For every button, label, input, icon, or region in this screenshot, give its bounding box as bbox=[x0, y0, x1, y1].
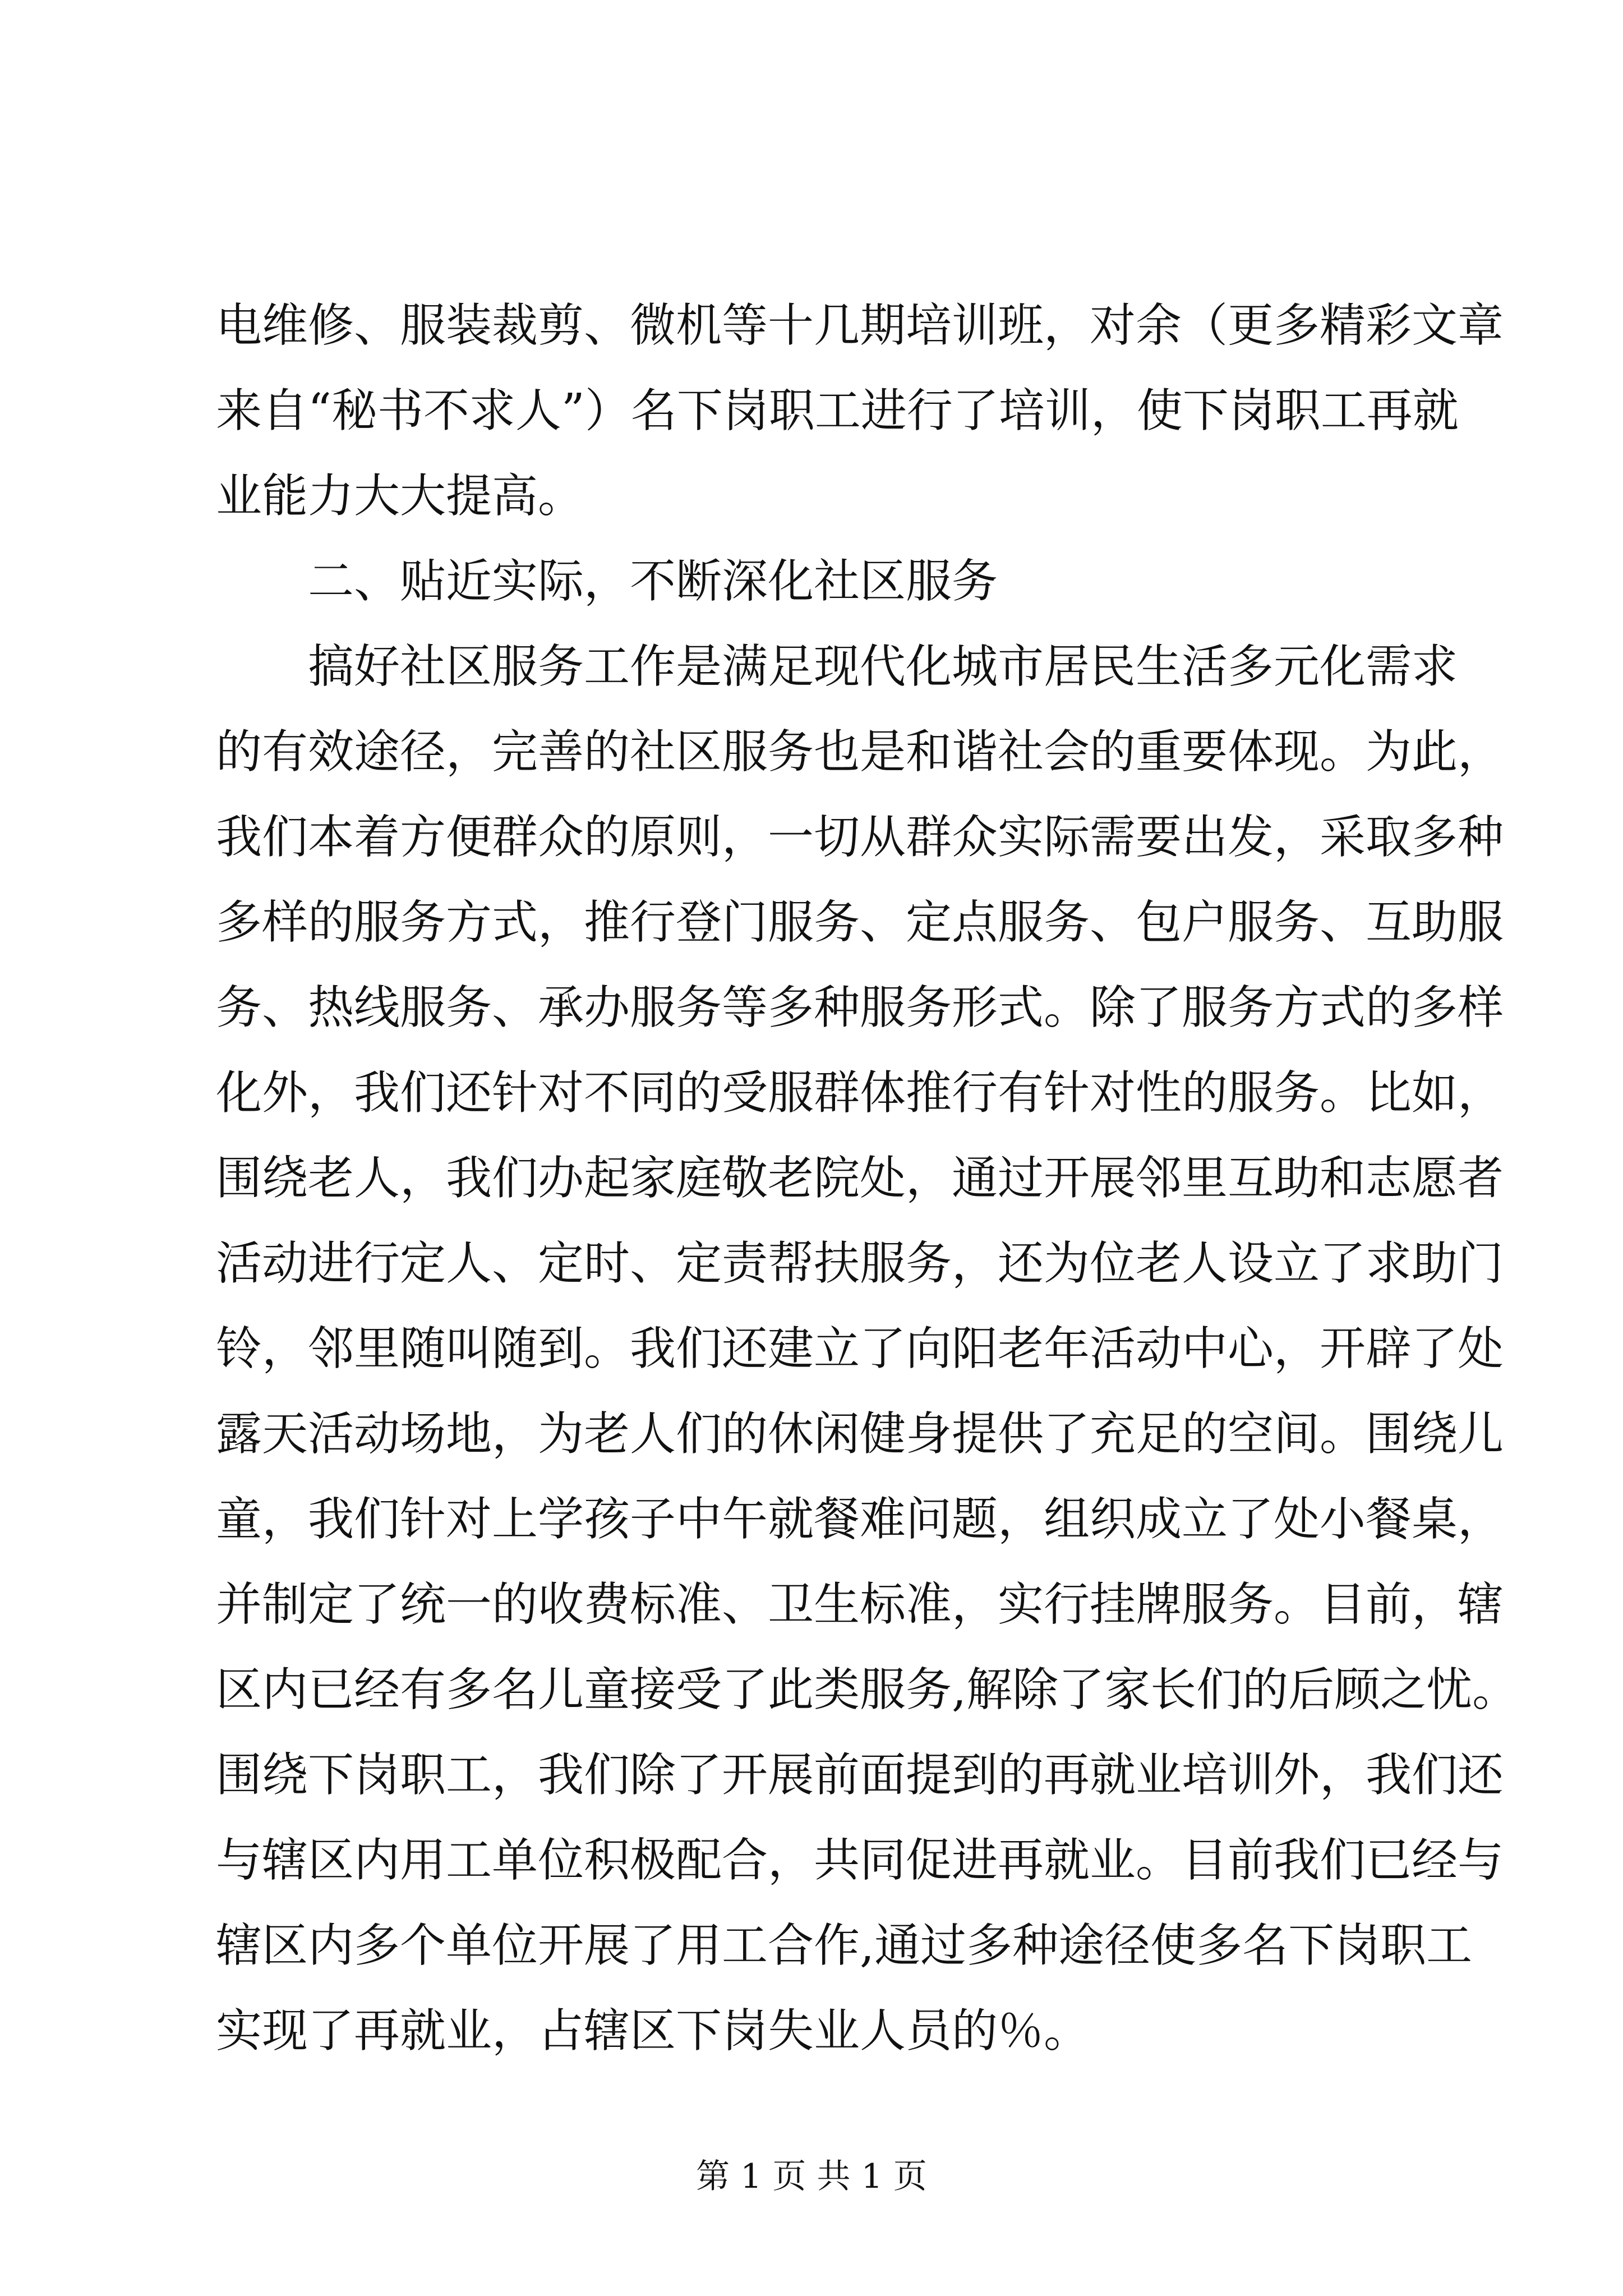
section-heading: 二、贴近实际，不断深化社区服务 bbox=[308, 555, 998, 608]
paragraph-line: 业能力大大提高。 bbox=[216, 470, 584, 523]
paragraph-line: 露天活动场地，为老人们的休闲健身提供了充足的空间。围绕儿 bbox=[216, 1407, 1504, 1461]
paragraph-line: 铃，邻里随叫随到。我们还建立了向阳老年活动中心，开辟了处 bbox=[216, 1322, 1504, 1375]
paragraph-line: 我们本着方便群众的原则，一切从群众实际需要出发，采取多种 bbox=[216, 811, 1504, 864]
paragraph-line: 童，我们针对上学孩子中午就餐难问题，组织成立了处小餐桌， bbox=[216, 1493, 1504, 1546]
paragraph-line: 活动进行定人、定时、定责帮扶服务，还为位老人设立了求助门 bbox=[216, 1237, 1504, 1290]
paragraph-line: 搞好社区服务工作是满足现代化城市居民生活多元化需求 bbox=[308, 640, 1458, 693]
paragraph-line: 围绕下岗职工，我们除了开展前面提到的再就业培训外，我们还 bbox=[216, 1749, 1504, 1802]
paragraph-line: 务、热线服务、承办服务等多种服务形式。除了服务方式的多样 bbox=[216, 981, 1504, 1034]
paragraph-line: 并制定了统一的收费标准、卫生标准，实行挂牌服务。目前，辖 bbox=[216, 1578, 1504, 1631]
paragraph-line: 化外，我们还针对不同的受服群体推行有针对性的服务。比如， bbox=[216, 1066, 1504, 1120]
paragraph-line: 来自“秘书不求人”）名下岗职工进行了培训，使下岗职工再就 bbox=[216, 384, 1459, 438]
paragraph-line: 围绕老人，我们办起家庭敬老院处，通过开展邻里互助和志愿者 bbox=[216, 1152, 1504, 1205]
page-number-footer: 第 1 页 共 1 页 bbox=[696, 2157, 927, 2196]
paragraph-line: 区内已经有多名儿童接受了此类服务,解除了家长们的后顾之忧。 bbox=[216, 1663, 1519, 1717]
paragraph-line: 与辖区内用工单位积极配合，共同促进再就业。目前我们已经与 bbox=[216, 1834, 1504, 1887]
paragraph-line: 电维修、服装裁剪、微机等十几期培训班，对余（更多精彩文章 bbox=[216, 299, 1504, 352]
paragraph-line: 辖区内多个单位开展了用工合作,通过多种途径使多名下岗职工 bbox=[216, 1919, 1473, 1972]
document-body bbox=[216, 283, 1519, 2074]
paragraph-line: 实现了再就业，占辖区下岗失业人员的％。 bbox=[216, 2004, 1090, 2058]
paragraph-line: 的有效途径，完善的社区服务也是和谐社会的重要体现。为此， bbox=[216, 725, 1504, 779]
paragraph-line: 多样的服务方式，推行登门服务、定点服务、包户服务、互助服 bbox=[216, 896, 1504, 949]
